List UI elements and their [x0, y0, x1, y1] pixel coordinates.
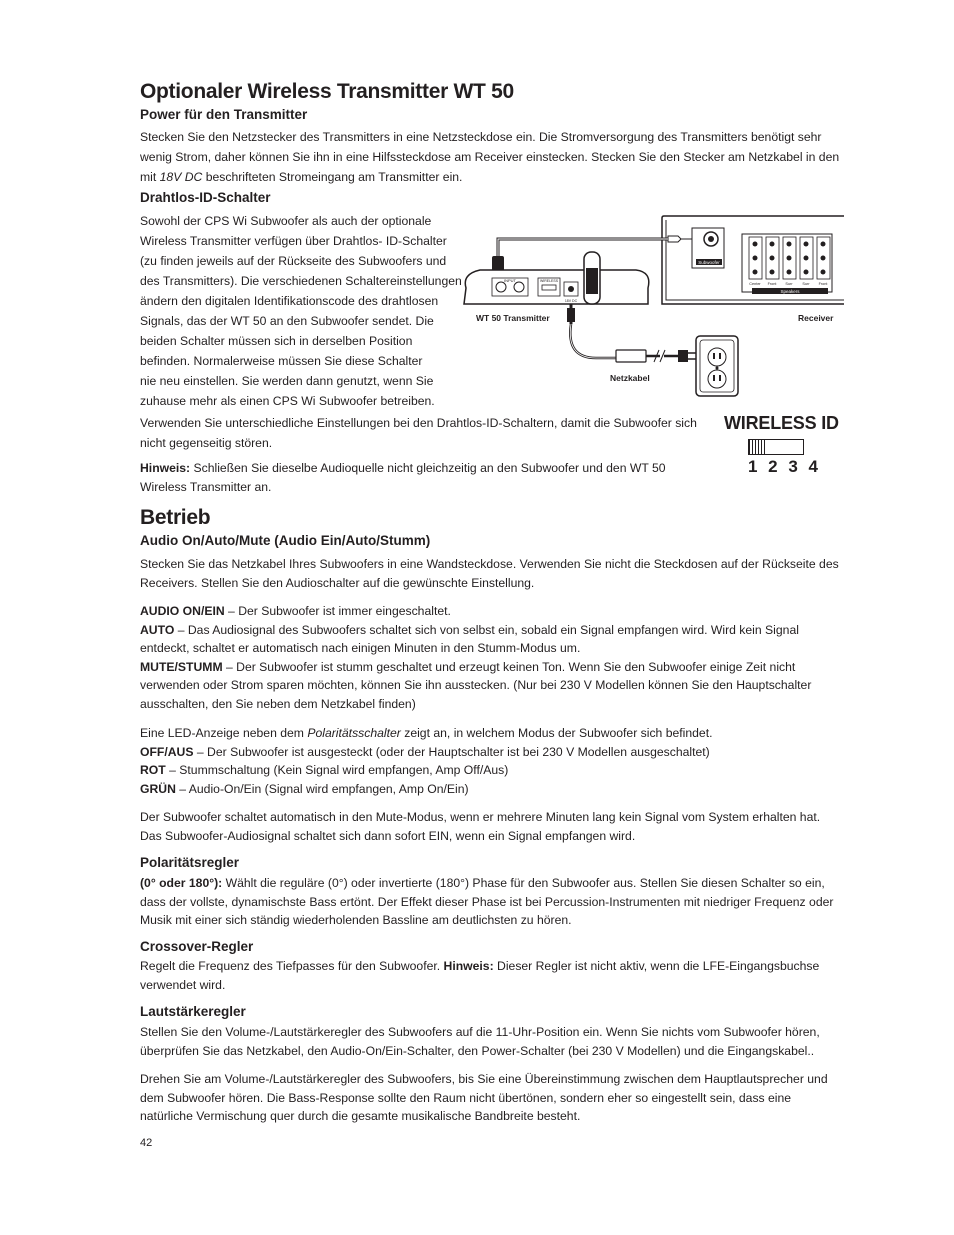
- wireless-id-graphic: [724, 413, 844, 483]
- connection-diagram-graphic: [456, 212, 844, 402]
- wireless-id-numbers: 1 2 3 4: [748, 457, 821, 476]
- channel-label: Center: [749, 282, 761, 286]
- text-line: zuhause mehr als einen CPS Wi Subwoofer betreiben.: [140, 394, 435, 408]
- channel-label: Surr: [802, 282, 810, 286]
- text-line: (zu finden jeweils auf der Rückseite des Subwoofers und: [140, 254, 447, 268]
- section-title-wt50: Optionaler Wireless Transmitter WT 50: [140, 80, 514, 103]
- paragraph-id-different: Verwenden Sie unterschiedliche Einstellungen bei den Drahtlos-ID-Schaltern, damit die Subwoofer sich nicht gegenseitig stören.: [140, 416, 697, 450]
- channel-label: Front: [818, 282, 828, 286]
- switch-knob: [749, 440, 765, 454]
- paragraph-id-switch: [140, 211, 470, 411]
- channel-label: Front: [767, 282, 777, 286]
- wireless-id-switch: [748, 439, 804, 455]
- text-line: des Transmitters). Die verschiedenen Schaltereinstellungen: [140, 274, 462, 288]
- heading-crossover: Crossover-Regler: [140, 939, 254, 954]
- wireless-label: WIRELESS: [539, 279, 559, 283]
- paragraph-led: Eine LED-Anzeige neben dem Polaritätsschalter zeigt an, in welchem Modus der Subwoofer sich befindet. OFF/AUS – Der Subwoofer ist ausgesteckt (oder der Hauptschalter ist bei 230 V Modellen ausgeschaltet) ROT – Stummschaltung (Kein Signal wird empfangen, Amp Off/Aus) GRÜN – Audio-On/Ein (Signal wird empfangen, Amp On/Ein): [140, 726, 713, 796]
- paragraph-volume-2: Drehen Sie am Volume-/Lautstärkeregler des Subwoofers, bis Sie eine Übereinstimmung zwischen dem Hauptlautsprecher und dem Subwoofer hören. Die Bass-Response sollte den Raum nicht übertönen, sondern eher so eingestellt sein, dass eine natürliche Vermischung quer durch die gesamte musikalische Bandbreite besteht.: [140, 1072, 828, 1123]
- heading-power: Power für den Transmitter: [140, 107, 308, 122]
- receiver-caption: Receiver: [798, 313, 834, 323]
- heading-audio: Audio On/Auto/Mute (Audio Ein/Auto/Stumm): [140, 533, 431, 548]
- heading-volume: Lautstärkeregler: [140, 1004, 246, 1019]
- speakers-label: Speakers: [780, 289, 800, 294]
- power-cable-caption: Netzkabel: [610, 373, 650, 383]
- heading-polarity: Polaritätsregler: [140, 855, 240, 870]
- transmitter-caption: WT 50 Transmitter: [476, 313, 550, 323]
- text-line: befinden. Normalerweise müssen Sie diese Schalter: [140, 354, 423, 368]
- subwoofer-jack-label: Subwoofer: [698, 260, 720, 265]
- text-line: beiden Schalter müssen sich in derselben Position: [140, 334, 413, 348]
- paragraph-power: Stecken Sie den Netzstecker des Transmitters in eine Netzsteckdose ein. Die Stromversorgung des Transmitters benötigt sehr wenig Strom, daher können Sie ihn in eine Hilfssteckdose am Receiver einstecken. Stecken Sie den Stecker am Netzkabel in den mit 18V DC beschrifteten Stromeingang am Transmitter ein.: [140, 130, 840, 184]
- note-audio-source: Hinweis: Schließen Sie dieselbe Audioquelle nicht gleichzeitig an den Subwoofer und den WT 50 Wireless Transmitter an.: [140, 461, 666, 494]
- section-title-betrieb: Betrieb: [140, 506, 211, 529]
- wireless-id-title: WIRELESS ID: [724, 413, 839, 433]
- page-number: 42: [140, 1137, 153, 1149]
- text-line: Signals, das der WT 50 an den Subwoofer sendet. Die: [140, 314, 434, 328]
- paragraph-volume-1: Stellen Sie den Volume-/Lautstärkeregler des Subwoofers auf die 11-Uhr-Position ein. Wenn Sie nichts vom Subwoofer hören, überprüfen Sie das Netzkabel, den Audio-On/Ein-Schalter, den Power-Schalter (bei 230 V Modellen) und die Eingangskabel..: [140, 1025, 820, 1058]
- paragraph-auto-mute: Der Subwoofer schaltet automatisch in den Mute-Modus, wenn er mehrere Minuten lang kein Signal vom System erhalten hat. Das Subwoofer-Audiosignal schaltet sich dann sofort EIN, wenn ein Signal empfangen wird.: [140, 810, 821, 843]
- paragraph-polarity: (0° oder 180°): Wählt die reguläre (0°) oder invertierte (180°) Phase für den Subwoofer aus. Stellen Sie diesen Schalter so ein, dass der vollste, dynamischste Bass ertönt. Der Effekt dieser Phase ist bei Percussion-Instrumenten mit niedriger Frequenz oder Musik mit einer sich ständig wiederholenden Bassline am deutlichsten zu hören.: [140, 876, 834, 927]
- text-line: Wireless Transmitter verfügen über Drahtlos- ID-Schalter: [140, 234, 447, 248]
- input-label: INPUT: [504, 278, 516, 283]
- dc-label: 18V DC: [564, 299, 578, 303]
- text-line: ändern den digitalen Identifikationscode des drahtlosen: [140, 294, 439, 308]
- text-line: nie neu einstellen. Sie werden dann genutzt, wenn Sie: [140, 374, 434, 388]
- paragraph-crossover: Regelt die Frequenz des Tiefpasses für den Subwoofer. Hinweis: Dieser Regler ist nicht aktiv, wenn die LFE-Eingangsbuchse verwendet wird.: [140, 959, 820, 992]
- connection-diagram: [456, 212, 844, 402]
- paragraph-audio-modes: AUDIO ON/EIN – Der Subwoofer ist immer eingeschaltet. AUTO – Das Audiosignal des Subwoofers schaltet sich von selbst ein, sobald ein Signal empfangen wird. Wird kein Signal entdeckt, schaltet er automatisch nach einigen Minuten in den Stumm-Modus um. MUTE/STUMM – Der Subwoofer ist stumm geschaltet und erzeugt keinen Ton. Wenn Sie den Subwoofer einige Zeit nicht verwenden oder Strom sparen möchten, können Sie ihn ausstecken. (Nur bei 230 V Modellen können Sie den Hauptschalter ausschalten, den Sie neben dem Netzkabel finden): [140, 604, 812, 711]
- channel-label: Surr: [785, 282, 793, 286]
- heading-id-switch: Drahtlos-ID-Schalter: [140, 190, 271, 205]
- text-line: Sowohl der CPS Wi Subwoofer als auch der optionale: [140, 214, 432, 228]
- paragraph-audio-intro: Stecken Sie das Netzkabel Ihres Subwoofers in eine Wandsteckdose. Verwenden Sie nicht die Steckdosen auf der Rückseite des Receivers. Stellen Sie den Audioschalter auf die gewünschte Einstellung.: [140, 557, 839, 590]
